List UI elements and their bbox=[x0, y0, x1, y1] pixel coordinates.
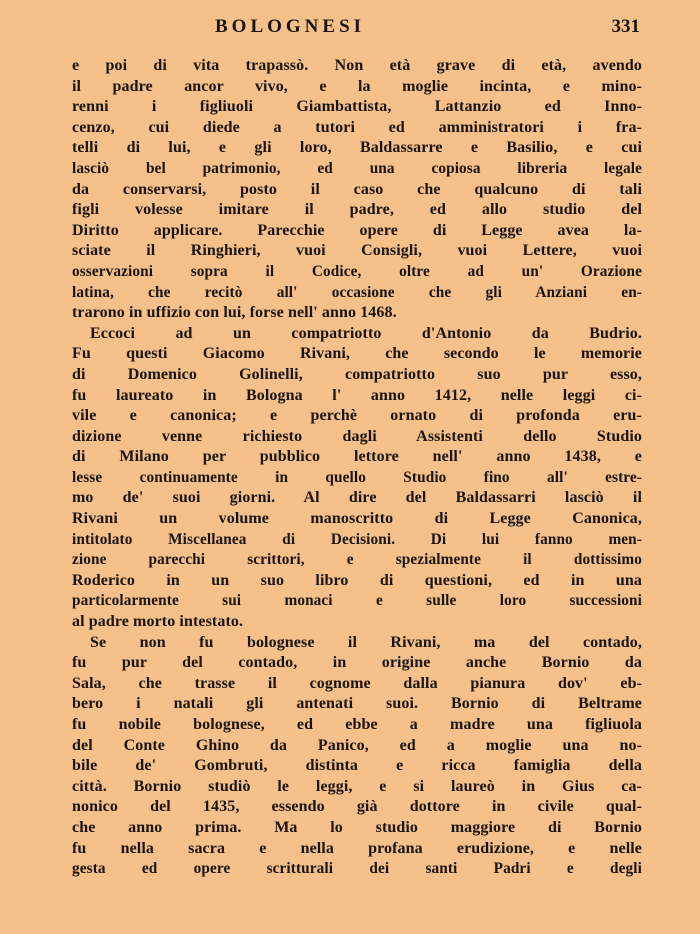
text-line: intitolato Miscellanea di Decisioni. Di lui fanno men- bbox=[72, 530, 642, 548]
text-line: mo de' suoi giorni. Al dire del Baldassarri lasciò il bbox=[72, 489, 642, 507]
text-line: lesse continuamente in quello Studio fino all' estre- bbox=[72, 468, 642, 486]
text-line: che anno prima. Ma lo studio maggiore di Bornio bbox=[72, 818, 642, 836]
text-line: Roderico in un suo libro di questioni, ed in una bbox=[72, 571, 642, 589]
text-line: particolarmente sui monaci e sulle loro successioni bbox=[72, 592, 642, 610]
text-line: Diritto applicare. Parecchie opere di Legge avea la- bbox=[72, 221, 642, 239]
page-header bbox=[70, 16, 640, 44]
text-line: renni i figliuoli Giambattista, Lattanzio ed Inno- bbox=[72, 98, 642, 116]
text-line: vile e canonica; e perchè ornato di profonda eru- bbox=[72, 407, 642, 425]
text-line: fu nobile bolognese, ed ebbe a madre una figliuola bbox=[72, 716, 642, 733]
text-line: bile de' Gombruti, distinta e ricca famiglia della bbox=[72, 757, 642, 775]
text-line: Sala, che trasse il cognome dalla pianura dov' eb- bbox=[72, 674, 642, 692]
page-number: 331 bbox=[611, 16, 640, 37]
body-text bbox=[72, 56, 642, 880]
text-line: nonico del 1435, essendo già dottore in civile qual- bbox=[72, 798, 642, 816]
text-line: cenzo, cui diede a tutori ed amministratori i fra- bbox=[72, 118, 642, 136]
text-line: lasciò bel patrimonio, ed una copiosa libreria legale bbox=[72, 159, 642, 177]
text-line: osservazioni sopra il Codice, oltre ad un' Orazione bbox=[72, 262, 642, 280]
text-line: il padre ancor vivo, e la moglie incinta, e mino- bbox=[72, 77, 642, 95]
text-line: figli volesse imitare il padre, ed allo studio del bbox=[72, 201, 642, 219]
running-title: BOLOGNESI bbox=[215, 16, 366, 37]
text-line: di Milano per pubblico lettore nell' anno 1438, e bbox=[72, 448, 642, 466]
text-line: fu pur del contado, in origine anche Bornio da bbox=[72, 654, 642, 672]
text-line: di Domenico Golinelli, compatriotto suo pur esso, bbox=[72, 365, 642, 383]
text-line: telli di lui, e gli loro, Baldassarre e Basilio, e cui bbox=[72, 139, 642, 157]
text-line: fu laureato in Bologna l' anno 1412, nelle leggi ci- bbox=[72, 386, 642, 404]
text-line: del Conte Ghino da Panico, ed a moglie una no- bbox=[72, 736, 642, 754]
text-line: fu nella sacra e nella profana erudizione, e nelle bbox=[72, 839, 642, 857]
text-line: Fu questi Giacomo Rivani, che secondo le memorie bbox=[72, 345, 642, 363]
text-line: latina, che recitò all' occasione che gli Anziani en- bbox=[72, 283, 642, 301]
text-line: gesta ed opere scritturali dei santi Padri e degli bbox=[72, 860, 642, 878]
text-line: e poi di vita trapassò. Non età grave di età, avendo bbox=[72, 57, 642, 74]
text-line: trarono in uffizio con lui, forse nell' anno 1468. bbox=[72, 304, 397, 322]
text-line: città. Bornio studiò le leggi, e si laureò in Gius ca- bbox=[72, 777, 642, 795]
text-line: Rivani un volume manoscritto di Legge Canonica, bbox=[72, 510, 642, 528]
text-line: Se non fu bolognese il Rivani, ma del contado, bbox=[90, 633, 642, 651]
text-line: al padre morto intestato. bbox=[72, 613, 244, 631]
text-line: bero i natali gli antenati suoi. Bornio di Beltrame bbox=[72, 695, 642, 713]
text-line: da conservarsi, posto il caso che qualcuno di tali bbox=[72, 180, 642, 198]
text-line: zione parecchi scrittori, e spezialmente il dottissimo bbox=[72, 551, 642, 569]
text-line: Eccoci ad un compatriotto d'Antonio da Budrio. bbox=[90, 324, 642, 342]
text-line: dizione venne richiesto dagli Assistenti dello Studio bbox=[72, 427, 642, 445]
text-line: sciate il Ringhieri, vuoi Consigli, vuoi Lettere, vuoi bbox=[72, 242, 642, 260]
